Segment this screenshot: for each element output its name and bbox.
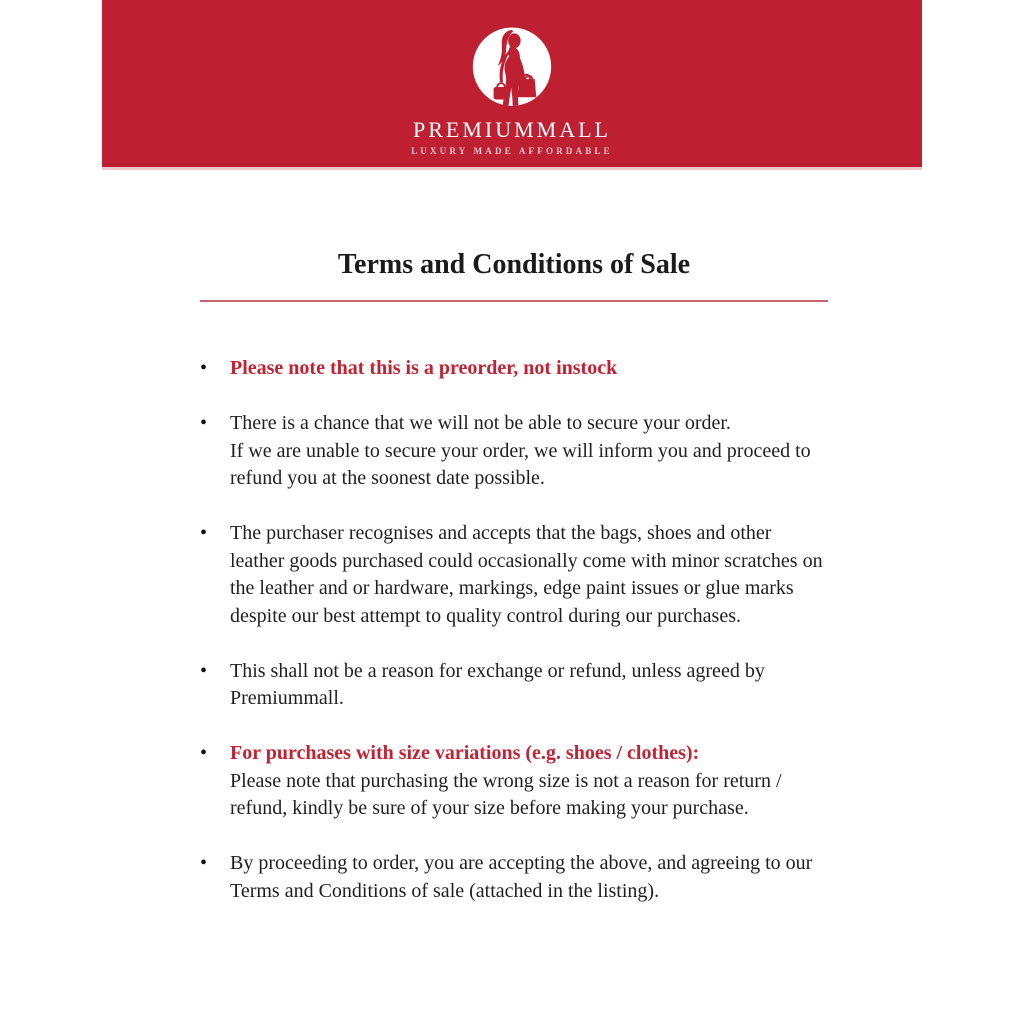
bullet-dot: • <box>200 357 208 379</box>
bullet-dot: • <box>200 742 208 764</box>
terms-line: leather goods purchased could occasionally come with minor scratches on <box>230 549 823 572</box>
terms-line: despite our best attempt to quality control during our purchases. <box>230 604 741 627</box>
document-content <box>200 173 828 933</box>
terms-line: There is a chance that we will not be able to secure your order. <box>230 412 731 434</box>
bullet-dot: • <box>200 412 208 434</box>
terms-item-size-variations <box>200 740 828 823</box>
bullet-dot: • <box>200 522 208 544</box>
terms-item-secure-order <box>200 410 828 493</box>
terms-line: Please note that this is a preorder, not instock <box>230 357 618 379</box>
terms-line: refund, kindly be sure of your size before making your purchase. <box>230 797 749 819</box>
terms-line: If we are unable to secure your order, we will inform you and proceed to <box>230 439 811 462</box>
terms-line: refund you at the soonest date possible. <box>230 467 545 489</box>
terms-line: For purchases with size variations (e.g. shoes / clothes): <box>230 742 700 764</box>
terms-item-acceptance <box>200 850 828 905</box>
brand-banner <box>102 0 922 170</box>
terms-line: This shall not be a reason for exchange or refund, unless agreed by <box>230 659 765 682</box>
page-title: Terms and Conditions of Sale <box>337 249 691 280</box>
terms-item-no-refund <box>200 658 828 713</box>
terms-line: Terms and Conditions of sale (attached in the listing). <box>230 879 660 902</box>
terms-item-minor-defects <box>200 520 828 630</box>
terms-line: Premiummall. <box>230 687 344 709</box>
terms-line: Please note that purchasing the wrong size is not a reason for return / <box>230 769 782 792</box>
terms-list <box>200 355 828 905</box>
brand-wordmark: PREMIUMMALL <box>412 117 611 142</box>
bullet-dot: • <box>200 852 208 874</box>
terms-line: The purchaser recognises and accepts that the bags, shoes and other <box>230 522 772 544</box>
brand-tagline: LUXURY MADE AFFORDABLE <box>411 146 613 156</box>
bullet-dot: • <box>200 659 208 682</box>
title-underline <box>200 300 828 302</box>
premiummall-logo-icon <box>465 22 559 116</box>
terms-line: By proceeding to order, you are accepting the above, and agreeing to our <box>230 852 813 874</box>
terms-item-preorder <box>200 355 828 383</box>
terms-line: the leather and or hardware, markings, edge paint issues or glue marks <box>230 577 794 599</box>
brand-logo <box>102 22 922 116</box>
